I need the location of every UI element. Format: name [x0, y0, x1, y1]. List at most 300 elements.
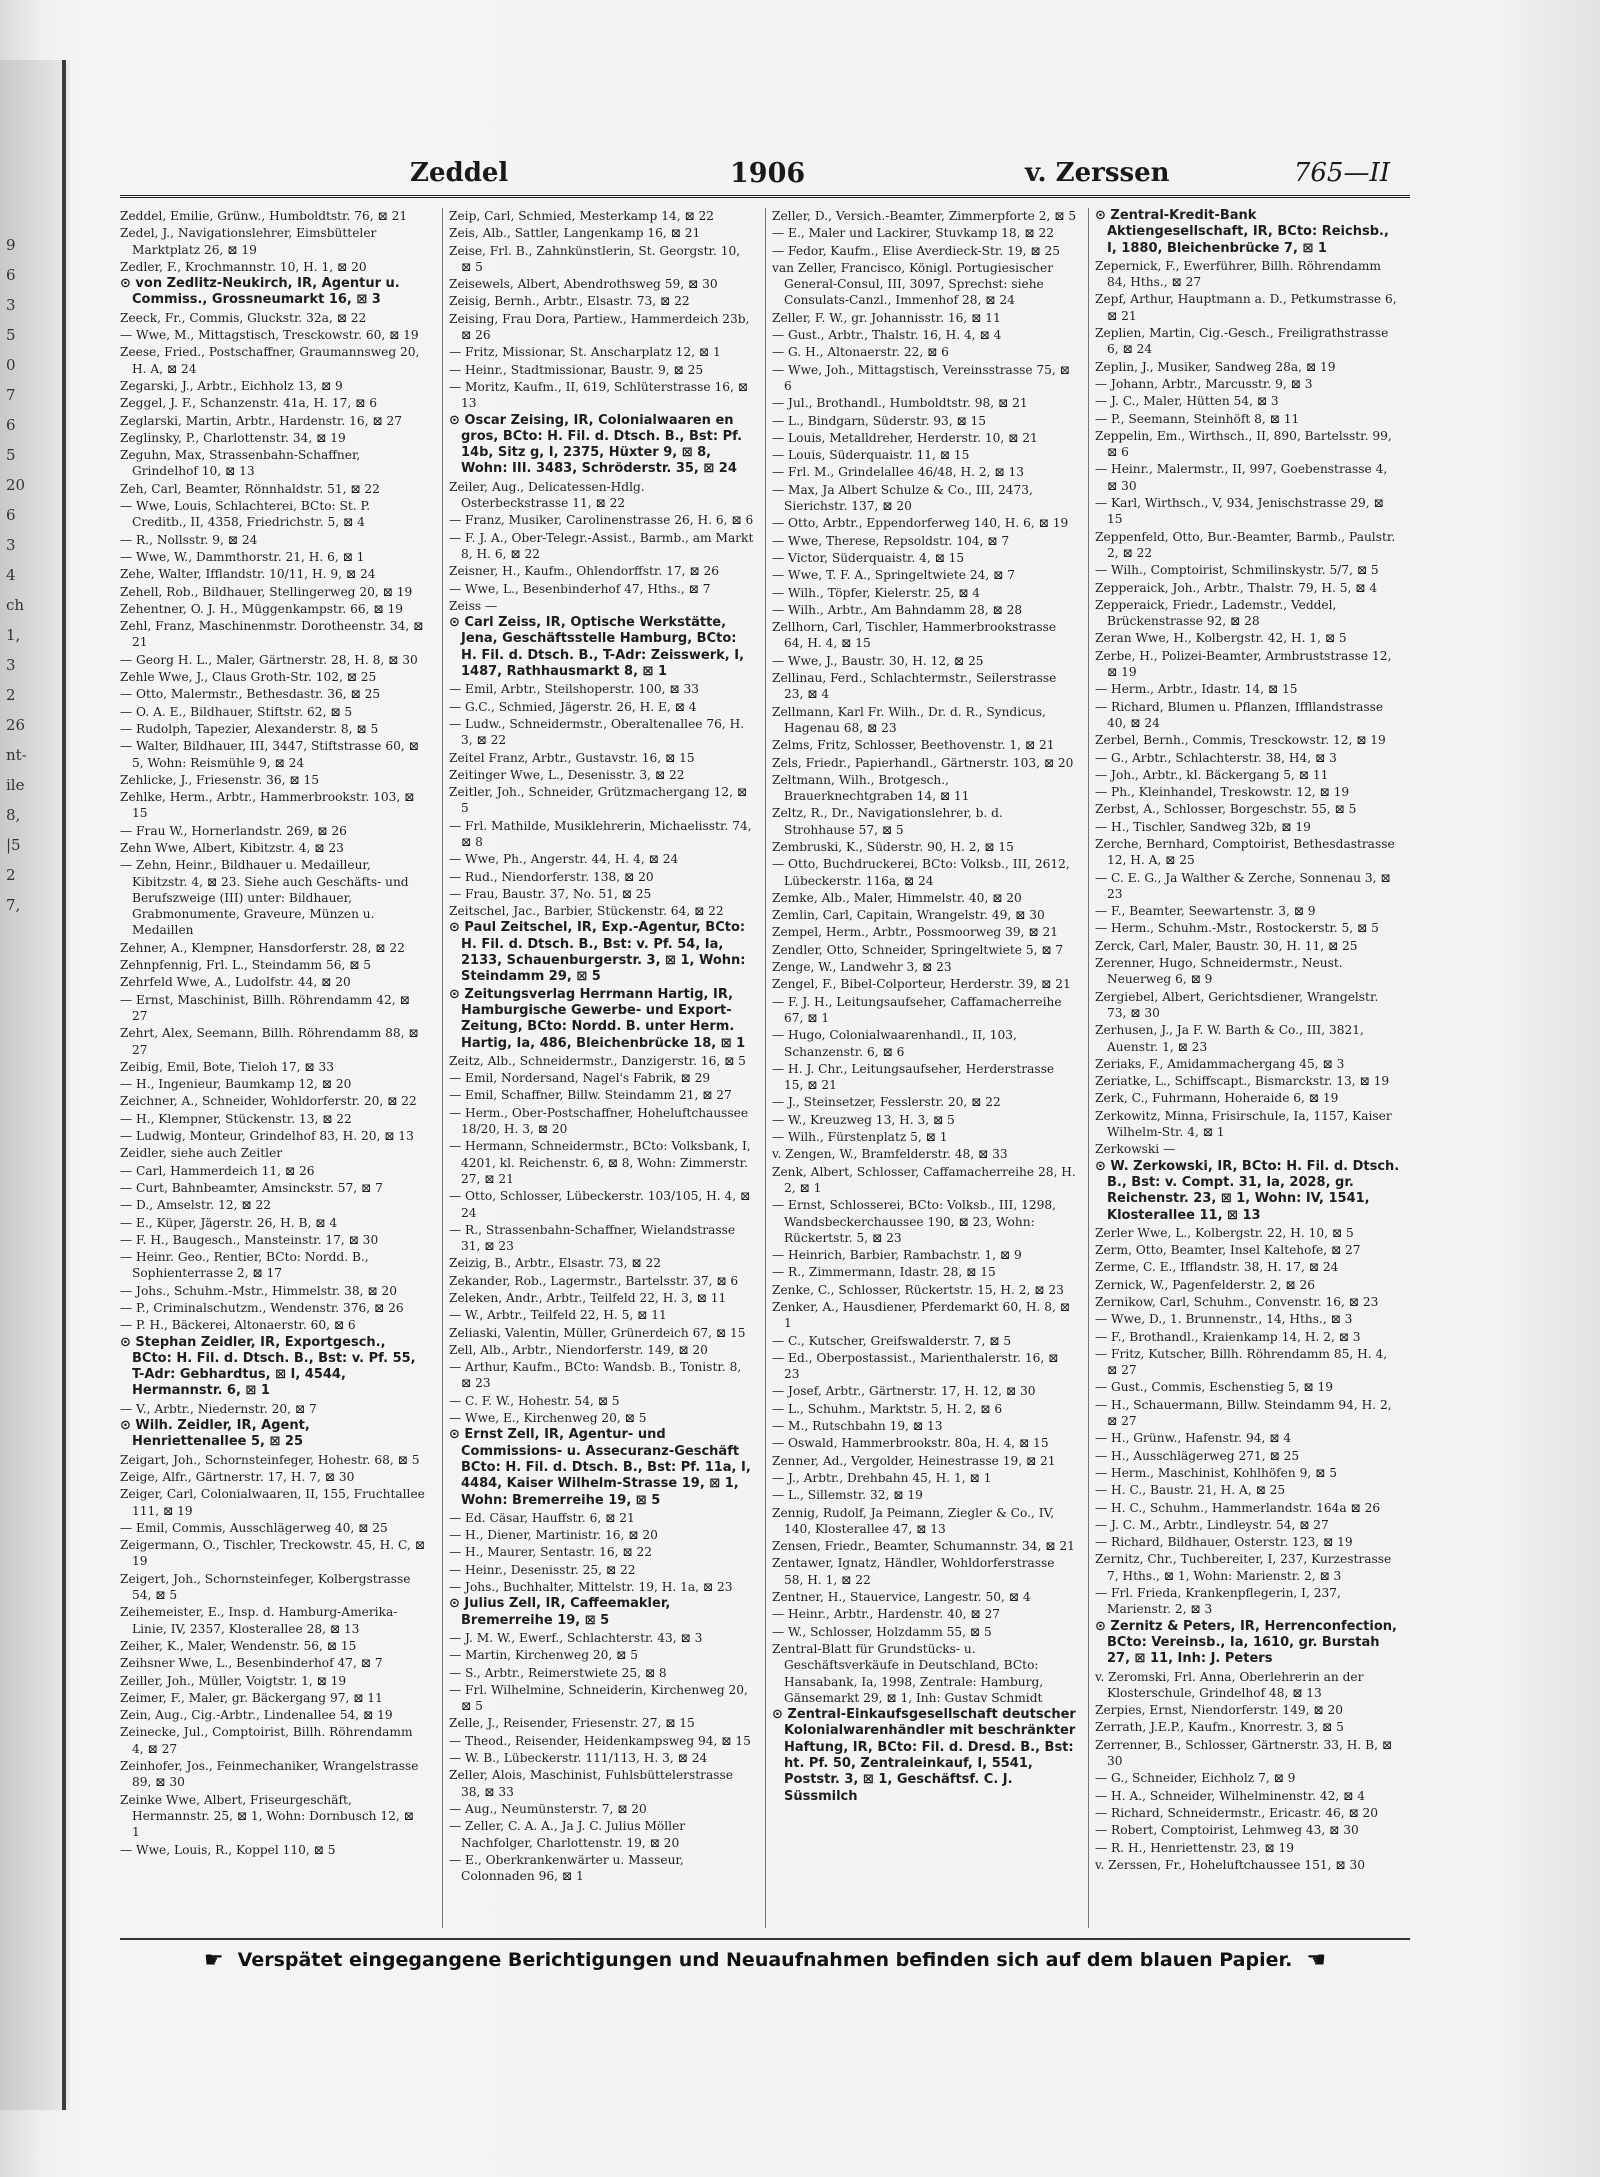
directory-entry: — P., Criminalschutzm., Wendenstr. 376, ⊠ 26: [120, 1301, 404, 1315]
gutter-fragment: 6: [6, 506, 16, 524]
directory-entry: — H. A., Schneider, Wilhelminenstr. 42, ⊠ 4: [1095, 1788, 1366, 1803]
directory-entry: — Ernst, Maschinist, Billh. Röhrendamm 42, ⊠ 27: [120, 992, 410, 1023]
directory-entry: ⊙ Zentral-Kredit-Bank Aktiengesellschaft, IR, BCto: Reichsb., I, 1880, Bleichenbrücke 7, ⊠ 1: [1095, 208, 1389, 256]
directory-entry: — G., Arbtr., Schlachterstr. 38, H4, ⊠ 3: [1095, 750, 1337, 765]
directory-entry: — H., Grünw., Hafenstr. 94, ⊠ 4: [1095, 1431, 1292, 1446]
directory-entry: Zeiler, Aug., Delicatessen-Hdlg. Osterbeckstrasse 11, ⊠ 22: [449, 479, 645, 511]
directory-entry: — Wwe, Louis, R., Koppel 110, ⊠ 5: [120, 1842, 336, 1857]
directory-entry: — Wwe, Ph., Angerstr. 44, H. 4, ⊠ 24: [449, 852, 679, 867]
directory-entry: Zerkowski —: [1095, 1142, 1176, 1157]
directory-entry: Zepf, Arthur, Hauptmann a. D., Petkumstrasse 6, ⊠ 21: [1095, 292, 1397, 323]
directory-entry: Zeller, F. W., gr. Johannisstr. 16, ⊠ 11: [772, 310, 1001, 325]
directory-entry: — Johann, Arbtr., Marcusstr. 9, ⊠ 3: [1095, 376, 1313, 391]
directory-entry: — Fritz, Kutscher, Billh. Röhrendamm 85, H. 4, ⊠ 27: [1095, 1346, 1388, 1378]
directory-entry: — E., Maler und Lackirer, Stuvkamp 18, ⊠ 22: [772, 226, 1054, 241]
directory-entry: — R., Nollsstr. 9, ⊠ 24: [120, 532, 258, 547]
directory-entry: Zerk, C., Fuhrmann, Hoheraide 6, ⊠ 19: [1095, 1091, 1339, 1106]
directory-entry: — Louis, Metalldreher, Herderstr. 10, ⊠ 21: [772, 430, 1038, 445]
directory-entry: — Wilh., Arbtr., Am Bahndamm 28, ⊠ 28: [772, 602, 1023, 617]
directory-entry: — J., Steinsetzer, Fesslerstr. 20, ⊠ 22: [772, 1095, 1001, 1110]
directory-entry: — P. H., Bäckerei, Altonaerstr. 60, ⊠ 6: [120, 1318, 356, 1333]
directory-entry: Zernikow, Carl, Schuhm., Convenstr. 16, ⊠ 23: [1095, 1295, 1379, 1309]
directory-entry: Zeriatke, L., Schiffscapt., Bismarckstr. 13, ⊠ 19: [1095, 1074, 1390, 1089]
directory-entry: — H., Diener, Martinistr. 16, ⊠ 20: [449, 1528, 658, 1543]
directory-entry: Zegarski, J., Arbtr., Eichholz 13, ⊠ 9: [120, 378, 343, 393]
directory-entry: v. Zerssen, Fr., Hoheluftchaussee 151, ⊠ 30: [1095, 1857, 1365, 1872]
directory-entry: Zeise, Frl. B., Zahnkünstlerin, St. Georgstr. 10, ⊠ 5: [449, 243, 741, 274]
gutter-fragment: 9: [6, 236, 16, 254]
directory-entry: Zeihemeister, E., Insp. d. Hamburg-Amerika-Linie, IV, 2357, Klosterallee 28, ⊠ 13: [120, 1605, 398, 1636]
directory-entry: — Rud., Niendorferstr. 138, ⊠ 20: [449, 869, 654, 884]
page-fold-line: [62, 60, 66, 2110]
directory-entry: Zeriaks, F., Amidammachergang 45, ⊠ 3: [1095, 1056, 1345, 1071]
directory-entry: — Fritz, Missionar, St. Anscharplatz 12, ⊠ 1: [449, 345, 721, 360]
directory-entry: — Gust., Commis, Eschenstieg 5, ⊠ 19: [1095, 1380, 1334, 1395]
directory-entry: ⊙ von Zedlitz-Neukirch, IR, Agentur u. Commiss., Grossneumarkt 16, ⊠ 3: [120, 276, 400, 308]
directory-entry: Zeisewels, Albert, Abendrothsweg 59, ⊠ 30: [449, 277, 718, 292]
directory-entry: Zeising, Frau Dora, Partiew., Hammerdeich 23b, ⊠ 26: [449, 311, 750, 343]
directory-entry: ⊙ Zentral-Einkaufsgesellschaft deutscher Kolonialwarenhändler mit beschränkter Haftung, IR, BCto: Fil. d. Dresd. B., Bst: ht. Pf. 50, Zentraleinkauf, I, 5541, Poststr. 3, ⊠ 1, Geschäftsf. C. J. Süssmilch: [772, 1707, 1076, 1804]
directory-entry: — Wwe, D., 1. Brunnenstr., 14, Hths., ⊠ 3: [1095, 1312, 1353, 1327]
directory-entry: van Zeller, Francisco, Königl. Portugiesischer General-Consul, III, 3097, Sprechst: siehe Consulats-Canzl., Immenhof 28, ⊠ 24: [772, 260, 1054, 308]
directory-entry: — Frl. Mathilde, Musiklehrerin, Michaelisstr. 74, ⊠ 8: [449, 818, 752, 849]
directory-entry: — G. H., Altonaerstr. 22, ⊠ 6: [772, 345, 949, 360]
gutter-fragment: 7,: [6, 896, 21, 914]
directory-entry: Zenker, A., Hausdiener, Pferdemarkt 60, H. 8, ⊠ 1: [772, 1300, 1070, 1331]
directory-entry: Zernitz, Chr., Tuchbereiter, I, 237, Kurzestrasse 7, Hths., ⊠ 1, Wohn: Marienstr. 2, ⊠ 3: [1095, 1552, 1392, 1583]
directory-entry: Zenke, C., Schlosser, Rückertstr. 15, H. 2, ⊠ 23: [772, 1282, 1064, 1297]
directory-entry: — Wwe, Joh., Mittagstisch, Vereinsstrasse 75, ⊠ 6: [772, 362, 1070, 393]
directory-entry: Zentral-Blatt für Grundstücks- u. Geschäftsverkäufe in Deutschland, BCto: Hansabank, Ia, 1998, Zentrale: Hamburg, Gänsemarkt 29, ⊠ 1, Inh: Gustav Schmidt: [772, 1641, 1044, 1705]
directory-entry: — Otto, Malermstr., Bethesdastr. 36, ⊠ 25: [120, 687, 381, 702]
directory-entry: — C. E. G., Ja Walther & Zerche, Sonnenau 3, ⊠ 23: [1095, 870, 1391, 901]
directory-entry: Zeltmann, Wilh., Brotgesch., Brauerknechtgraben 14, ⊠ 11: [772, 772, 970, 804]
directory-entry: Zeiller, Joh., Müller, Voigtstr. 1, ⊠ 19: [120, 1673, 347, 1688]
directory-entry: Zeller, D., Versich.-Beamter, Zimmerpforte 2, ⊠ 5: [772, 209, 1077, 223]
directory-entry: Zeige, Alfr., Gärtnerstr. 17, H. 7, ⊠ 30: [120, 1469, 355, 1484]
directory-entry: — Heinr., Desenisstr. 25, ⊠ 22: [449, 1562, 636, 1577]
directory-entry: — Louis, Süderquaistr. 11, ⊠ 15: [772, 448, 970, 463]
directory-entry: — J. M. W., Ewerf., Schlachterstr. 43, ⊠ 3: [449, 1630, 703, 1645]
directory-entry: Zerbel, Bernh., Commis, Tresckowstr. 12, ⊠ 19: [1095, 733, 1386, 748]
directory-entry: — Ernst, Schlosserei, BCto: Volksb., III, 1298, Wandsbeckerchaussee 190, ⊠ 23, Wohn: Rückertstr. 5, ⊠ 23: [772, 1198, 1056, 1245]
gutter-fragment: 2: [6, 686, 16, 704]
directory-entry: — H., Schauermann, Billw. Steindamm 94, H. 2, ⊠ 27: [1095, 1397, 1392, 1429]
directory-entry: — F., Beamter, Seewartenstr. 3, ⊠ 9: [1095, 904, 1316, 919]
column-2: [442, 208, 754, 1928]
directory-entry: — Theod., Reisender, Heidenkampsweg 94, ⊠ 15: [449, 1733, 751, 1748]
directory-entry: — Curt, Bahnbeamter, Amsinckstr. 57, ⊠ 7: [120, 1180, 383, 1195]
directory-entry: — G.C., Schmied, Jägerstr. 26, H. E, ⊠ 4: [449, 699, 697, 714]
directory-entry: — Wilh., Töpfer, Kielerstr. 25, ⊠ 4: [772, 585, 981, 600]
directory-entry: — Frl. Frieda, Krankenpflegerin, I, 237, Marienstr. 2, ⊠ 3: [1095, 1586, 1341, 1617]
directory-entry: — Herm., Schuhm.-Mstr., Rostockerstr. 5, ⊠ 5: [1095, 921, 1379, 936]
gutter-fragment: 3: [6, 656, 16, 674]
directory-entry: Zembruski, K., Süderstr. 90, H. 2, ⊠ 15: [772, 839, 1014, 854]
directory-entry: ⊙ Ernst Zell, IR, Agentur- und Commissions- u. Assecuranz-Geschäft BCto: H. Fil. d. Dtsch. B., Bst: Pf. 11a, I, 4484, Kaiser Wilhelm-Strasse 19, ⊠ 1, Wohn: Bremerreihe 19, ⊠ 5: [449, 1427, 751, 1508]
directory-entry: — C., Kutscher, Greifswalderstr. 7, ⊠ 5: [772, 1333, 1012, 1348]
directory-entry: — Heinr., Stadtmissionar, Baustr. 9, ⊠ 25: [449, 362, 704, 377]
directory-entry: Zeinecke, Jul., Comptoirist, Billh. Röhrendamm 4, ⊠ 27: [120, 1725, 413, 1756]
gutter-fragment: 5: [6, 326, 16, 344]
directory-entry: ⊙ Wilh. Zeidler, IR, Agent, Henriettenallee 5, ⊠ 25: [120, 1418, 310, 1450]
directory-entry: Zeiger, Carl, Colonialwaaren, II, 155, Fruchtallee 111, ⊠ 19: [120, 1487, 425, 1518]
directory-entry: — Josef, Arbtr., Gärtnerstr. 17, H. 12, ⊠ 30: [772, 1384, 1036, 1399]
directory-entry: Zerbe, H., Polizei-Beamter, Armbruststrasse 12, ⊠ 19: [1095, 648, 1392, 680]
gutter-fragment: |5: [6, 836, 21, 854]
directory-entry: Zerpies, Ernst, Niendorferstr. 149, ⊠ 20: [1095, 1703, 1344, 1718]
directory-entry: — Richard, Blumen u. Pflanzen, Iffllandstrasse 40, ⊠ 24: [1095, 699, 1384, 730]
directory-entry: — Frau, Baustr. 37, No. 51, ⊠ 25: [449, 886, 652, 901]
directory-entry: — E., Küper, Jägerstr. 26, H. B, ⊠ 4: [120, 1215, 338, 1230]
directory-entry: — F., Brothandl., Kraienkamp 14, H. 2, ⊠ 3: [1095, 1329, 1361, 1344]
directory-entry: — Oswald, Hammerbrookstr. 80a, H. 4, ⊠ 15: [772, 1436, 1049, 1451]
directory-entry: Zekander, Rob., Lagermstr., Bartelsstr. 37, ⊠ 6: [449, 1273, 739, 1288]
directory-entry: Zerme, C. E., Ifflandstr. 38, H. 17, ⊠ 24: [1095, 1260, 1339, 1275]
directory-entry: Zeran Wwe, H., Kolbergstr. 42, H. 1, ⊠ 5: [1095, 631, 1347, 646]
directory-entry: Zehentner, O. J. H., Müggenkampstr. 66, ⊠ 19: [120, 601, 403, 616]
gutter-fragment: 6: [6, 266, 16, 284]
column-3: [765, 208, 1077, 1928]
directory-entry: Zein, Aug., Cig.-Arbtr., Lindenallee 54, ⊠ 19: [120, 1708, 393, 1723]
directory-entry: — Moritz, Kaufm., II, 619, Schlüterstrasse 16, ⊠ 13: [449, 379, 748, 411]
directory-entry: Zeitz, Alb., Schneidermstr., Danzigerstr. 16, ⊠ 5: [449, 1053, 746, 1068]
directory-entry: — Emil, Arbtr., Steilshoperstr. 100, ⊠ 33: [449, 682, 700, 697]
gutter-fragment: 5: [6, 446, 16, 464]
directory-entry: Zeisig, Bernh., Arbtr., Elsastr. 73, ⊠ 22: [449, 294, 690, 309]
directory-entry: Zeis, Alb., Sattler, Langenkamp 16, ⊠ 21: [449, 226, 701, 241]
directory-entry: — Ed., Oberpostassist., Marienthalerstr. 16, ⊠ 23: [772, 1350, 1059, 1382]
directory-entry: Zeizig, B., Arbtr., Elsastr. 73, ⊠ 22: [449, 1256, 662, 1271]
directory-entry: — Herm., Ober-Postschaffner, Hoheluftchaussee 18/20, H. 3, ⊠ 20: [449, 1105, 749, 1137]
directory-entry: — H., Klempner, Stückenstr. 13, ⊠ 22: [120, 1111, 352, 1126]
directory-entry: — Walter, Bildhauer, III, 3447, Stiftstrasse 60, ⊠ 5, Wohn: Reismühle 9, ⊠ 24: [120, 739, 419, 770]
column-4: [1088, 208, 1400, 1928]
gutter-fragment: 3: [6, 536, 16, 554]
directory-entry: Zerenner, Hugo, Schneidermstr., Neust. Neuerweg 6, ⊠ 9: [1095, 956, 1343, 987]
directory-entry: Zerrath, J.E.P., Kaufm., Knorrestr. 3, ⊠ 5: [1095, 1720, 1344, 1735]
directory-entry: — W., Arbtr., Teilfeld 22, H. 5, ⊠ 11: [449, 1308, 667, 1323]
directory-entry: Zeigermann, O., Tischler, Treckowstr. 45, H. C, ⊠ 19: [120, 1538, 425, 1569]
directory-entry: — Johs., Schuhm.-Mstr., Himmelstr. 38, ⊠ 20: [120, 1283, 398, 1298]
directory-entry: ⊙ Zeitungsverlag Herrmann Hartig, IR, Hamburgische Gewerbe- und Export-Zeitung, BCto: Nordd. B. unter Herm. Hartig, Ia, 486, Bleichenbrücke 18, ⊠ 1: [449, 986, 746, 1051]
directory-entry: — Victor, Süderquaistr. 4, ⊠ 15: [772, 550, 965, 565]
directory-entry: — Ed. Cäsar, Hauffstr. 6, ⊠ 21: [449, 1510, 635, 1525]
directory-entry: Zeggel, J. F., Schanzenstr. 41a, H. 17, ⊠ 6: [120, 396, 378, 411]
previous-page-edge: [0, 60, 70, 2110]
directory-entry: Zeitschel, Jac., Barbier, Stückenstr. 64, ⊠ 22: [449, 904, 724, 919]
directory-entry: — R., Strassenbahn-Schaffner, Wielandstrasse 31, ⊠ 23: [449, 1222, 736, 1254]
directory-entry: — Frl. Wilhelmine, Schneiderin, Kirchenweg 20, ⊠ 5: [449, 1682, 748, 1714]
directory-entry: Zemlin, Carl, Capitain, Wrangelstr. 49, ⊠ 30: [772, 908, 1045, 923]
directory-entry: ⊙ Oscar Zeising, IR, Colonialwaaren en gros, BCto: H. Fil. d. Dtsch. B., Bst: Pf. 14b, Sitz g, I, 2375, Hüxter 9, ⊠ 8, Wohn: III. 3483, Schröderstr. 35, ⊠ 24: [449, 412, 743, 477]
directory-entry: Zellinau, Ferd., Schlachtermstr., Seilerstrasse 23, ⊠ 4: [772, 671, 1057, 702]
directory-entry: — Otto, Arbtr., Eppendorferweg 140, H. 6, ⊠ 19: [772, 516, 1069, 531]
directory-entry: — Wwe, Therese, Repsoldstr. 104, ⊠ 7: [772, 533, 1010, 548]
directory-entry: Zeddel, Emilie, Grünw., Humboldtstr. 76, ⊠ 21: [120, 209, 408, 223]
directory-entry: Zeimer, F., Maler, gr. Bäckergang 97, ⊠ 11: [120, 1690, 383, 1705]
directory-entry: Zerkowitz, Minna, Frisirschule, Ia, 1157, Kaiser Wilhelm-Str. 4, ⊠ 1: [1095, 1108, 1392, 1140]
directory-entry: — Wwe, J., Baustr. 30, H. 12, ⊠ 25: [772, 653, 984, 668]
header-year: 1906: [730, 158, 806, 189]
directory-entry: — Richard, Schneidermstr., Ericastr. 46, ⊠ 20: [1095, 1805, 1379, 1820]
directory-entry: — Heinr., Arbtr., Hardenstr. 40, ⊠ 27: [772, 1607, 1001, 1622]
directory-entry: Zeinhofer, Jos., Feinmechaniker, Wrangelstrasse 89, ⊠ 30: [120, 1759, 419, 1790]
directory-entry: — Otto, Buchdruckerei, BCto: Volksb., III, 2612, Lübeckerstr. 116a, ⊠ 24: [772, 857, 1070, 888]
directory-entry: Zentawer, Ignatz, Händler, Wohldorferstrasse 58, H. 1, ⊠ 22: [772, 1556, 1055, 1587]
directory-entry: Zeh, Carl, Beamter, Rönnhaldstr. 51, ⊠ 22: [120, 481, 380, 496]
directory-entry: Zeppelin, Em., Wirthsch., II, 890, Bartelsstr. 99, ⊠ 6: [1095, 428, 1392, 460]
gutter-fragment: 0: [6, 356, 16, 374]
directory-entry: Zeihsner Wwe, L., Besenbinderhof 47, ⊠ 7: [120, 1656, 383, 1671]
directory-entry: — Ph., Kleinhandel, Treskowstr. 12, ⊠ 19: [1095, 785, 1350, 800]
directory-entry: — Wwe, Louis, Schlachterei, BCto: St. P. Creditb., II, 4358, Friedrichstr. 5, ⊠ 4: [120, 499, 371, 530]
directory-entry: — Heinrich, Barbier, Rambachstr. 1, ⊠ 9: [772, 1248, 1022, 1263]
directory-entry: Zeliaski, Valentin, Müller, Grünerdeich 67, ⊠ 15: [449, 1325, 746, 1340]
directory-entry: Zehl, Franz, Maschinenmstr. Dorotheenstr. 34, ⊠ 21: [120, 619, 424, 650]
directory-entry: Zeibig, Emil, Bote, Tieloh 17, ⊠ 33: [120, 1059, 335, 1074]
directory-entry: — Heinr. Geo., Rentier, BCto: Nordd. B., Sophienterrasse 2, ⊠ 17: [120, 1250, 369, 1281]
directory-entry: Zeitler, Joh., Schneider, Grützmachergang 12, ⊠ 5: [449, 785, 748, 816]
directory-entry: — Wwe, L., Besenbinderhof 47, Hths., ⊠ 7: [449, 581, 711, 596]
gutter-fragment: 8,: [6, 806, 21, 824]
directory-entry: Zeitinger Wwe, L., Desenisstr. 3, ⊠ 22: [449, 767, 685, 782]
directory-entry: Zeeck, Fr., Commis, Gluckstr. 32a, ⊠ 22: [120, 310, 367, 325]
directory-entry: — F. J. A., Ober-Telegr.-Assist., Barmb., am Markt 8, H. 6, ⊠ 22: [449, 530, 754, 561]
directory-entry: Zeppenfeld, Otto, Bur.-Beamter, Barmb., Paulstr. 2, ⊠ 22: [1095, 529, 1396, 560]
directory-entry: — Heinr., Malermstr., II, 997, Goebenstrasse 4, ⊠ 30: [1095, 462, 1388, 493]
directory-entry: Zehn Wwe, Albert, Kibitzstr. 4, ⊠ 23: [120, 840, 344, 855]
directory-entry: Zeguhn, Max, Strassenbahn-Schaffner, Grindelhof 10, ⊠ 13: [120, 448, 361, 479]
directory-entry: — S., Arbtr., Reimerstwiete 25, ⊠ 8: [449, 1665, 667, 1680]
directory-entry: — Gust., Arbtr., Thalstr. 16, H. 4, ⊠ 4: [772, 328, 1002, 343]
directory-entry: Zeinke Wwe, Albert, Friseurgeschäft, Hermannstr. 25, ⊠ 1, Wohn: Dornbusch 12, ⊠ 1: [120, 1792, 414, 1840]
directory-entry: — Frau W., Hornerlandstr. 269, ⊠ 26: [120, 823, 347, 838]
directory-entry: Zepperaick, Joh., Arbtr., Thalstr. 79, H. 5, ⊠ 4: [1095, 580, 1378, 595]
directory-entry: — Hugo, Colonialwaarenhandl., II, 103, Schanzenstr. 6, ⊠ 6: [772, 1028, 1017, 1059]
directory-entry: — Hermann, Schneidermstr., BCto: Volksbank, I, 4201, kl. Reichenstr. 6, ⊠ 8, Wohn: Zimmerstr. 27, ⊠ 21: [449, 1139, 751, 1186]
directory-entry: — Johs., Buchhalter, Mittelstr. 19, H. 1a, ⊠ 23: [449, 1580, 733, 1595]
directory-entry: Zels, Friedr., Papierhandl., Gärtnerstr. 103, ⊠ 20: [772, 755, 1074, 770]
directory-entry: Zenge, W., Landwehr 3, ⊠ 23: [772, 960, 952, 975]
directory-entry: Zellhorn, Carl, Tischler, Hammerbrookstrasse 64, H. 4, ⊠ 15: [772, 620, 1057, 651]
directory-entry: Zehrt, Alex, Seemann, Billh. Röhrendamm 88, ⊠ 27: [120, 1026, 419, 1057]
directory-entry: — W. B., Lübeckerstr. 111/113, H. 3, ⊠ 24: [449, 1751, 708, 1766]
directory-entry: Zeiss —: [449, 598, 498, 613]
directory-entry: Zeigart, Joh., Schornsteinfeger, Hohestr. 68, ⊠ 5: [120, 1452, 420, 1467]
directory-entry: Zeidler, siehe auch Zeitler: [120, 1146, 283, 1161]
directory-entry: — Richard, Bildhauer, Osterstr. 123, ⊠ 19: [1095, 1535, 1353, 1550]
directory-entry: — H. J. Chr., Leitungsaufseher, Herderstrasse 15, ⊠ 21: [772, 1061, 1055, 1093]
directory-entry: Zehe, Walter, Ifflandstr. 10/11, H. 9, ⊠ 24: [120, 567, 376, 582]
directory-entry: — Aug., Neumünsterstr. 7, ⊠ 20: [449, 1801, 647, 1816]
directory-entry: — G., Schneider, Eichholz 7, ⊠ 9: [1095, 1771, 1296, 1786]
directory-entry: ⊙ Paul Zeitschel, IR, Exp.-Agentur, BCto: H. Fil. d. Dtsch. B., Bst: v. Pf. 54, Ia, 2133, Schauenburgerstr. 3, ⊠ 1, Wohn: Steindamm 29, ⊠ 5: [449, 920, 746, 985]
directory-entry: Zerm, Otto, Beamter, Insel Kaltehofe, ⊠ 27: [1095, 1243, 1361, 1258]
page-footer-notice: [120, 1938, 1410, 1980]
directory-entry: — W., Kreuzweg 13, H. 3, ⊠ 5: [772, 1112, 955, 1127]
column-1: [120, 208, 425, 1928]
directory-entry: — R., Zimmermann, Idastr. 28, ⊠ 15: [772, 1265, 996, 1280]
directory-entry: Zepernick, F., Ewerführer, Billh. Röhrendamm 84, Hths., ⊠ 27: [1095, 258, 1381, 290]
directory-entry: ⊙ Julius Zell, IR, Caffeemakler, Bremerreihe 19, ⊠ 5: [449, 1596, 671, 1628]
directory-entry: — J., Arbtr., Drehbahn 45, H. 1, ⊠ 1: [772, 1470, 992, 1485]
directory-entry: — J. C., Maler, Hütten 54, ⊠ 3: [1095, 394, 1279, 409]
directory-entry: — J. C. M., Arbtr., Lindleystr. 54, ⊠ 27: [1095, 1517, 1329, 1532]
directory-page: [120, 150, 1410, 2010]
directory-entry: Zelle, J., Reisender, Friesenstr. 27, ⊠ 15: [449, 1716, 695, 1731]
directory-entry: Zedler, F., Krochmannstr. 10, H. 1, ⊠ 20: [120, 259, 367, 274]
directory-entry: — M., Rutschbahn 19, ⊠ 13: [772, 1419, 943, 1434]
directory-entry: — Arthur, Kaufm., BCto: Wandsb. B., Tonistr. 8, ⊠ 23: [449, 1360, 742, 1391]
directory-entry: — L., Schuhm., Marktstr. 5, H. 2, ⊠ 6: [772, 1401, 1003, 1416]
directory-entry: Zehnpfennig, Frl. L., Steindamm 56, ⊠ 5: [120, 958, 372, 973]
gutter-fragment: 20: [6, 476, 26, 494]
directory-entry: — Wwe, M., Mittagstisch, Tresckowstr. 60, ⊠ 19: [120, 328, 419, 343]
directory-entry: — Wwe, E., Kirchenweg 20, ⊠ 5: [449, 1411, 647, 1426]
directory-entry: Zeglarski, Martin, Arbtr., Hardenstr. 16, ⊠ 27: [120, 413, 402, 428]
directory-entry: — Georg H. L., Maler, Gärtnerstr. 28, H. 8, ⊠ 30: [120, 652, 418, 667]
directory-entry: — H., Maurer, Sentastr. 16, ⊠ 22: [449, 1545, 652, 1560]
directory-entry: — H. C., Baustr. 21, H. A, ⊠ 25: [1095, 1483, 1286, 1498]
directory-columns: [120, 208, 1410, 1928]
directory-entry: — R. H., Henriettenstr. 23, ⊠ 19: [1095, 1840, 1294, 1855]
directory-entry: Zerrenner, B., Schlosser, Gärtnerstr. 33, H. B, ⊠ 30: [1095, 1737, 1393, 1769]
directory-entry: Zerche, Bernhard, Comptoirist, Bethesdastrasse 12, H. A, ⊠ 25: [1095, 836, 1395, 868]
directory-entry: — Wwe, T. F. A., Springeltwiete 24, ⊠ 7: [772, 568, 1015, 583]
directory-entry: — Wilh., Comptoirist, Schmilinskystr. 5/7, ⊠ 5: [1095, 563, 1379, 578]
directory-entry: Zeitel Franz, Arbtr., Gustavstr. 16, ⊠ 15: [449, 750, 695, 765]
gutter-fragment: 2: [6, 866, 16, 884]
gutter-fragment: 3: [6, 296, 16, 314]
directory-entry: Zergiebel, Albert, Gerichtsdiener, Wrangelstr. 73, ⊠ 30: [1095, 989, 1379, 1020]
header-first-entry: Zeddel: [410, 158, 509, 188]
directory-entry: — Zeller, C. A. A., Ja J. C. Julius Möller Nachfolger, Charlottenstr. 19, ⊠ 20: [449, 1819, 686, 1850]
directory-entry: Zennig, Rudolf, Ja Peimann, Ziegler & Co., IV, 140, Klosterallee 47, ⊠ 13: [772, 1505, 1055, 1536]
pointing-hand-left-icon: ☚: [1306, 1947, 1327, 1973]
directory-entry: Zehlke, Herm., Arbtr., Hammerbrookstr. 103, ⊠ 15: [120, 790, 415, 821]
directory-entry: — Wilh., Fürstenplatz 5, ⊠ 1: [772, 1130, 948, 1145]
directory-entry: — Emil, Commis, Ausschlägerweg 40, ⊠ 25: [120, 1520, 388, 1535]
directory-entry: Zeiher, K., Maler, Wendenstr. 56, ⊠ 15: [120, 1638, 357, 1653]
directory-entry: — V., Arbtr., Niedernstr. 20, ⊠ 7: [120, 1401, 317, 1416]
directory-entry: — Emil, Schaffner, Billw. Steindamm 21, ⊠ 27: [449, 1088, 732, 1103]
directory-entry: Zehle Wwe, J., Claus Groth-Str. 102, ⊠ 25: [120, 670, 377, 685]
directory-entry: v. Zeromski, Frl. Anna, Oberlehrerin an der Klosterschule, Grindelhof 48, ⊠ 13: [1095, 1669, 1364, 1700]
directory-entry: Zeese, Fried., Postschaffner, Graumannsweg 20, H. A, ⊠ 24: [120, 345, 420, 376]
directory-entry: Zehrfeld Wwe, A., Ludolfstr. 44, ⊠ 20: [120, 975, 351, 990]
directory-entry: — H. C., Schuhm., Hammerlandstr. 164a ⊠ 26: [1095, 1500, 1381, 1515]
directory-entry: — H., Ingenieur, Baumkamp 12, ⊠ 20: [120, 1077, 352, 1092]
directory-entry: — Fedor, Kaufm., Elise Averdieck-Str. 19, ⊠ 25: [772, 243, 1060, 258]
directory-entry: Zerbst, A., Schlosser, Borgeschstr. 55, ⊠ 5: [1095, 802, 1357, 817]
gutter-fragment: 26: [6, 716, 26, 734]
directory-entry: Zellmann, Karl Fr. Wilh., Dr. d. R., Syndicus, Hagenau 68, ⊠ 23: [772, 704, 1046, 735]
directory-entry: — Ludw., Schneidermstr., Oberaltenallee 76, H. 3, ⊠ 22: [449, 716, 745, 748]
gutter-fragment: 1,: [6, 626, 21, 644]
directory-entry: — O. A. E., Bildhauer, Stiftstr. 62, ⊠ 5: [120, 704, 353, 719]
directory-entry: Zehell, Rob., Bildhauer, Stellingerweg 20, ⊠ 19: [120, 584, 413, 599]
directory-entry: Zeip, Carl, Schmied, Mesterkamp 14, ⊠ 22: [449, 209, 715, 223]
directory-entry: Zell, Alb., Arbtr., Niendorferstr. 149, ⊠ 20: [449, 1342, 708, 1357]
directory-entry: — Otto, Schlosser, Lübeckerstr. 103/105, H. 4, ⊠ 24: [449, 1189, 751, 1220]
directory-entry: Zeplin, J., Musiker, Sandweg 28a, ⊠ 19: [1095, 359, 1336, 374]
directory-entry: — Max, Ja Albert Schulze & Co., III, 2473, Sierichstr. 137, ⊠ 20: [772, 482, 1033, 514]
directory-entry: — Ludwig, Monteur, Grindelhof 83, H. 20, ⊠ 13: [120, 1129, 414, 1144]
directory-entry: — E., Oberkrankenwärter u. Masseur, Colonnaden 96, ⊠ 1: [449, 1852, 684, 1884]
directory-entry: — Carl, Hammerdeich 11, ⊠ 26: [120, 1163, 315, 1178]
directory-entry: — Franz, Musiker, Carolinenstrasse 26, H. 6, ⊠ 6: [449, 513, 754, 528]
previous-page-fragments: [6, 230, 56, 920]
directory-entry: Zernick, W., Pagenfelderstr. 2, ⊠ 26: [1095, 1277, 1315, 1292]
directory-entry: — Frl. M., Grindelallee 46/48, H. 2, ⊠ 13: [772, 465, 1025, 480]
page-header: [120, 150, 1410, 198]
gutter-fragment: 4: [6, 566, 16, 584]
directory-entry: Zeisner, H., Kaufm., Ohlendorffstr. 17, ⊠ 26: [449, 564, 719, 579]
directory-entry: Zeleken, Andr., Arbtr., Teilfeld 22, H. 3, ⊠ 11: [449, 1291, 727, 1305]
header-last-entry: v. Zerssen: [1025, 158, 1170, 188]
directory-entry: Zerck, Carl, Maler, Baustr. 30, H. 11, ⊠ 25: [1095, 938, 1358, 953]
directory-entry: — L., Bindgarn, Süderstr. 93, ⊠ 15: [772, 413, 987, 428]
directory-entry: — Karl, Wirthsch., V, 934, Jenischstrasse 29, ⊠ 15: [1095, 496, 1384, 527]
directory-entry: — H., Tischler, Sandweg 32b, ⊠ 19: [1095, 819, 1311, 834]
directory-entry: Zeichner, A., Schneider, Wohldorferstr. 20, ⊠ 22: [120, 1094, 417, 1109]
directory-entry: Zehner, A., Klempner, Hansdorferstr. 28, ⊠ 22: [120, 940, 405, 955]
directory-entry: — Herm., Arbtr., Idastr. 14, ⊠ 15: [1095, 682, 1298, 697]
directory-entry: Zepperaick, Friedr., Lademstr., Veddel, Brückenstrasse 92, ⊠ 28: [1095, 597, 1337, 629]
directory-entry: Zeller, Alois, Maschinist, Fuhlsbüttelerstrasse 38, ⊠ 33: [449, 1768, 733, 1799]
directory-entry: Zemke, Alb., Maler, Himmelstr. 40, ⊠ 20: [772, 890, 1022, 905]
gutter-fragment: 7: [6, 386, 16, 404]
directory-entry: v. Zengen, W., Bramfelderstr. 48, ⊠ 33: [772, 1147, 1008, 1162]
directory-entry: — W., Schlosser, Holzdamm 55, ⊠ 5: [772, 1624, 992, 1639]
directory-entry: Zentner, H., Stauervice, Langestr. 50, ⊠ 4: [772, 1590, 1031, 1605]
directory-entry: Zeltz, R., Dr., Navigationslehrer, b. d. Strohhause 57, ⊠ 5: [772, 806, 1003, 837]
directory-entry: — C. F. W., Hohestr. 54, ⊠ 5: [449, 1393, 620, 1408]
directory-entry: Zedel, J., Navigationslehrer, Eimsbütteler Marktplatz 26, ⊠ 19: [120, 226, 377, 257]
directory-entry: Zenk, Albert, Schlosser, Caffamacherreihe 28, H. 2, ⊠ 1: [772, 1164, 1076, 1195]
directory-entry: Zempel, Herm., Arbtr., Possmoorweg 39, ⊠ 21: [772, 925, 1058, 940]
directory-entry: — Herm., Maschinist, Kohlhöfen 9, ⊠ 5: [1095, 1465, 1337, 1480]
directory-entry: ⊙ W. Zerkowski, IR, BCto: H. Fil. d. Dtsch. B., Bst: v. Compt. 31, Ia, 2028, gr. Reichenstr. 23, ⊠ 1, Wohn: IV, 1541, Klosterallee 11, ⊠ 13: [1095, 1158, 1400, 1223]
directory-entry: Zeglinsky, P., Charlottenstr. 34, ⊠ 19: [120, 430, 346, 445]
directory-entry: Zengel, F., Bibel-Colporteur, Herderstr. 39, ⊠ 21: [772, 977, 1071, 992]
gutter-fragment: nt-: [6, 746, 27, 764]
directory-entry: — Robert, Comptoirist, Lehmweg 43, ⊠ 30: [1095, 1823, 1359, 1838]
gutter-fragment: ch: [6, 596, 25, 614]
directory-entry: — D., Amselstr. 12, ⊠ 22: [120, 1198, 271, 1213]
directory-entry: — Martin, Kirchenweg 20, ⊠ 5: [449, 1648, 639, 1663]
directory-entry: — Jul., Brothandl., Humboldtstr. 98, ⊠ 21: [772, 396, 1028, 411]
directory-entry: Zeplien, Martin, Cig.-Gesch., Freiligrathstrasse 6, ⊠ 24: [1095, 326, 1389, 357]
directory-entry: — F. J. H., Leitungsaufseher, Caffamacherreihe 67, ⊠ 1: [772, 994, 1062, 1025]
directory-entry: ⊙ Carl Zeiss, IR, Optische Werkstätte, Jena, Geschäftsstelle Hamburg, BCto: H. Fil. d. Dtsch. B., T-Adr: Zeisswerk, I, 1487, Rathhausmarkt 8, ⊠ 1: [449, 615, 745, 680]
directory-entry: Zendler, Otto, Schneider, Springeltwiete 5, ⊠ 7: [772, 942, 1064, 957]
directory-entry: Zelms, Fritz, Schlosser, Beethovenstr. 1, ⊠ 21: [772, 738, 1055, 753]
directory-entry: Zerler Wwe, L., Kolbergstr. 22, H. 10, ⊠ 5: [1095, 1225, 1354, 1240]
directory-entry: — L., Sillemstr. 32, ⊠ 19: [772, 1488, 923, 1503]
directory-entry: Zensen, Friedr., Beamter, Schumannstr. 34, ⊠ 21: [772, 1539, 1075, 1554]
directory-entry: Zerhusen, J., Ja F. W. Barth & Co., III, 3821, Auenstr. 1, ⊠ 23: [1095, 1023, 1364, 1054]
directory-entry: ⊙ Zernitz & Peters, IR, Herrenconfection, BCto: Vereinsb., Ia, 1610, gr. Burstah 27, ⊠ 11, Inh: J. Peters: [1095, 1618, 1397, 1667]
directory-entry: — Zehn, Heinr., Bildhauer u. Medailleur, Kibitzstr. 4, ⊠ 23. Siehe auch Geschäfts- und Berufszweige (III) unter: Bildhauer, Grabmonumente, Graveure, Münzen u. Medaillen: [120, 858, 409, 938]
directory-entry: Zenner, Ad., Vergolder, Heinestrasse 19, ⊠ 21: [772, 1453, 1056, 1468]
directory-entry: — Rudolph, Tapezier, Alexanderstr. 8, ⊠ 5: [120, 721, 379, 736]
directory-entry: ⊙ Stephan Zeidler, IR, Exportgesch., BCto: H. Fil. d. Dtsch. B., Bst: v. Pf. 55, T-Adr: Gebhardtus, ⊠ I, 4544, Hermannstr. 6, ⊠ 1: [120, 1334, 416, 1399]
header-page-number: 765—II: [1293, 158, 1390, 188]
directory-entry: Zehlicke, J., Friesenstr. 36, ⊠ 15: [120, 772, 320, 787]
directory-entry: — P., Seemann, Steinhöft 8, ⊠ 11: [1095, 411, 1300, 426]
